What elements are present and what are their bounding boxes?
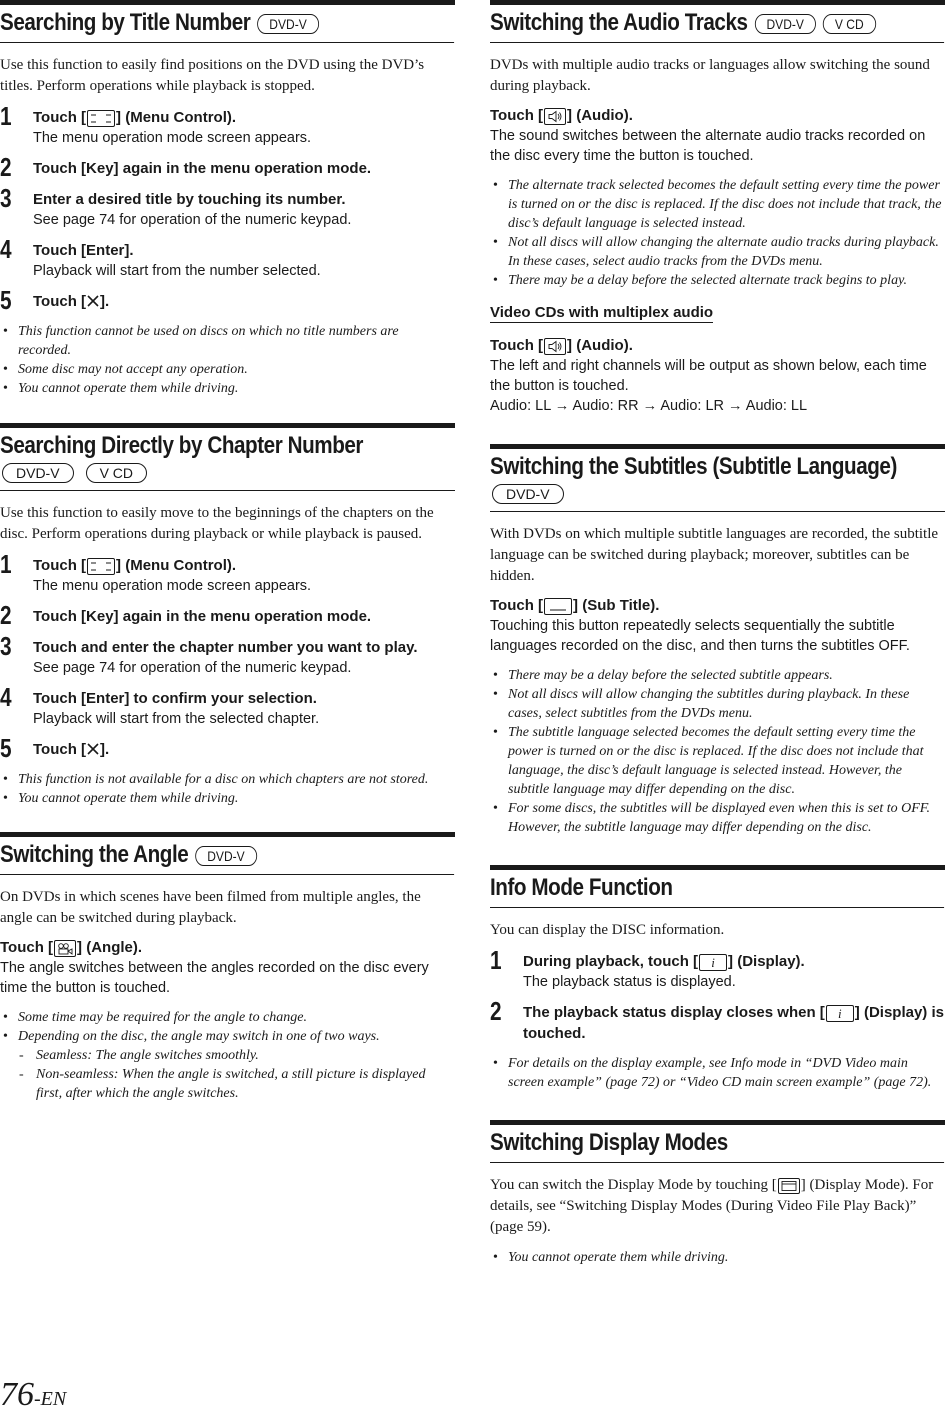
section-intro: Use this function to easily find positions on the DVD using the DVD’s titles. Perform operations while playback is stopped.	[0, 57, 425, 94]
speaker-icon	[544, 338, 566, 355]
section-rule	[0, 423, 455, 428]
angle-touch-instruction: Touch [ ] (Angle).	[0, 939, 143, 956]
section-info-mode	[490, 865, 945, 1092]
section-intro: Use this function to easily move to the beginnings of the chapters on the disc. Perform operations during playback or while playback is paused.	[0, 505, 434, 542]
section-rule	[490, 0, 945, 5]
subtitle-touch-instruction: Touch [ ] (Sub Title).	[490, 597, 660, 614]
menu-control-icon	[87, 558, 115, 575]
menu-control-icon	[87, 110, 115, 127]
close-icon	[86, 293, 100, 310]
dvd-v-badge: DVD-V	[492, 484, 564, 504]
left-column	[0, 0, 455, 1103]
section-display-modes	[490, 1120, 945, 1267]
section-heading: Searching Directly by Chapter Number	[0, 432, 364, 459]
audio-touch-instruction: Touch [ ] (Audio).	[490, 107, 633, 124]
right-column	[490, 0, 945, 1267]
section-angle: Switching the Angle DVD-V On DVDs in which scenes have been filmed from multiple angles, the angle can be switched during playback. Touch [ ] (Angle). The angle switches between the angles recorded on the disc every time the button is touched. • Some time may be required for the angle to change. • Depending on the disc, the angle may switch in one of two ways. - Seamless: The angle switches smoothly. - Non-seamless: When the angle is switched, a still picture is displayed first, after which the angle switches.	[0, 832, 455, 1103]
notes-list: • For details on the display example, see Info mode in “DVD Video main screen example” (page 72) or “Video CD main screen example” (page 72).	[490, 1054, 945, 1092]
section-audio-tracks: Switching the Audio Tracks DVD-V V CD DVDs with multiple audio tracks or languages allow switching the sound during playback. Touch [ ] (Audio). The sound switches between the alternate audio tracks recorded on the disc every time the button is touched. • The alternate track selected becomes the default setting every time the power is turned on or the disc is replaced. If the disc does not include that track, the disc’s default language is selected instead. • Not all discs will allow changing the alternate audio tracks during playback. In these cases, select audio tracks from the DVDs menu. • There may be a delay before the selected alternate track begins to play. Video CDs with multiplex audio Touch [ ] (Audio). The left and right channels will be output as shown below, each time the button is touched. Audio: LL → Audio: RR → Audio: LR → Audio: LL	[490, 0, 945, 416]
step-3: 3 Enter a desired title by touching its number. See page 74 for operation of the numeric keypad.	[0, 183, 352, 228]
section-heading: Switching the Subtitles (Subtitle Language)	[490, 453, 897, 480]
section-heading: Searching by Title Number DVD-V	[0, 8, 454, 43]
step-4: 4 Touch [Enter]. Playback will start from the number selected.	[0, 234, 321, 279]
audio-touch-instruction-vcd: Touch [ ] (Audio).	[490, 337, 633, 354]
section-intro: You can switch the Display Mode by touching [ ] (Display Mode). For details, see “Switching Display Modes (During Video File Play Back)” (page 59).	[490, 1177, 934, 1235]
dvd-v-badge: DVD-V	[257, 14, 319, 34]
notes-list: • This function cannot be used on discs on which no title numbers are recorded. • Some disc may not accept any operation. • You cannot operate them while driving.	[0, 322, 455, 398]
dvd-v-badge: DVD-V	[2, 463, 74, 483]
vcd-multiplex-subheading: Video CDs with multiplex audio	[490, 304, 714, 321]
section-rule	[490, 1120, 945, 1125]
notes-list: • This function is not available for a disc on which chapters are not stored. • You cannot operate them while driving.	[0, 770, 455, 808]
section-intro: On DVDs in which scenes have been filmed from multiple angles, the angle can be switched during playback.	[0, 889, 421, 926]
section-subtitles: Switching the Subtitles (Subtitle Language) DVD-V With DVDs on which multiple subtitle languages are recorded, the subtitle language can be switched during playback; moreover, subtitles can be hidden. Touch [ ] (Sub Title). Touching this button repeatedly selects sequentially the subtitle languages recorded on the disc, and then turns the subtitles OFF. • There may be a delay before the selected subtitle appears. • Not all discs will allow changing the subtitles during playback. In these cases, select subtitles from the DVDs menu. • The subtitle language selected becomes the default setting every time the power is turned on or the disc is replaced. If the disc does not include that language, the disc’s default language is selected instead. However, the subtitle language may differ depending on the disc. • For some discs, the subtitles will be displayed even when this is set to OFF. However, the subtitle language may differ depending on the disc.	[490, 444, 945, 837]
vcd-badge: V CD	[823, 14, 876, 34]
subtitle-icon	[544, 598, 572, 615]
section-intro: With DVDs on which multiple subtitle languages are recorded, the subtitle language can be switched during playback; moreover, subtitles can be hidden.	[490, 526, 939, 584]
section-rule	[490, 444, 945, 449]
speaker-icon	[544, 108, 566, 125]
notes-list: • You cannot operate them while driving.	[490, 1248, 945, 1267]
notes-list: • There may be a delay before the selected subtitle appears. • Not all discs will allow changing the subtitles during playback. In these cases, select subtitles from the DVDs menu. • The subtitle language selected becomes the default setting every time the power is turned on or the disc is replaced. If the disc does not include that language, the disc’s default language is selected instead. However, the subtitle language may differ depending on the disc. • For some discs, the subtitles will be displayed even when this is set to OFF. However, the subtitle language may differ depending on the disc.	[490, 666, 945, 837]
section-rule	[490, 865, 945, 870]
section-rule	[0, 0, 455, 5]
section-heading: Switching the Angle DVD-V	[0, 840, 454, 875]
info-icon: i	[699, 954, 727, 971]
dvd-v-badge: DVD-V	[195, 846, 257, 866]
step-2: 2 Touch [Key] again in the menu operation mode.	[0, 152, 372, 182]
vcd-badge: V CD	[86, 463, 147, 483]
angle-camera-icon	[54, 940, 76, 957]
sub-notes-list: - Seamless: The angle switches smoothly. - Non-seamless: When the angle is switched, a still picture is displayed first, after which the angle switches.	[0, 1046, 455, 1103]
step-4: 4 Touch [Enter] to confirm your selection. Playback will start from the selected chapter.	[0, 682, 320, 727]
dvd-v-badge: DVD-V	[754, 14, 816, 34]
close-icon	[86, 741, 100, 758]
page-number: 76-EN	[0, 1376, 67, 1413]
step-3: 3 Touch and enter the chapter number you want to play. See page 74 for operation of the numeric keypad.	[0, 631, 418, 676]
display-mode-icon	[778, 1178, 800, 1194]
section-chapter-number	[0, 423, 455, 808]
step-1: 1 Touch [ ] (Menu Control). The menu operation mode screen appears.	[0, 549, 312, 594]
section-heading: Switching the Audio Tracks DVD-V V CD	[490, 8, 944, 43]
notes-list: • The alternate track selected becomes the default setting every time the power is turned on or the disc is replaced. If the disc does not include that track, the disc’s default language is selected instead. • Not all discs will allow changing the alternate audio tracks during playback. In these cases, select audio tracks from the DVDs menu. • There may be a delay before the selected alternate track begins to play.	[490, 176, 945, 290]
info-icon: i	[826, 1005, 854, 1022]
notes-list: • Some time may be required for the angle to change. • Depending on the disc, the angle may switch in one of two ways.	[0, 1008, 455, 1046]
audio-sequence: Audio: LL → Audio: RR → Audio: LR → Audio: LL	[490, 398, 808, 414]
step-1: 1 Touch [ ] (Menu Control). The menu operation mode screen appears.	[0, 101, 312, 146]
step-5: 5 Touch [ ].	[0, 285, 110, 315]
section-heading: Switching Display Modes	[490, 1128, 944, 1163]
section-title-number	[0, 0, 455, 398]
step-5: 5 Touch [ ].	[0, 733, 110, 763]
step-1: 1 During playback, touch [ i ] (Display). The playback status is displayed.	[490, 945, 805, 990]
step-2: 2 The playback status display closes when [ i ] (Display) is touched.	[490, 996, 944, 1042]
step-2: 2 Touch [Key] again in the menu operation mode.	[0, 600, 372, 630]
section-intro: DVDs with multiple audio tracks or languages allow switching the sound during playback.	[490, 57, 930, 94]
section-rule	[0, 832, 455, 837]
section-intro: You can display the DISC information.	[490, 922, 725, 938]
section-heading: Info Mode Function	[490, 873, 944, 908]
